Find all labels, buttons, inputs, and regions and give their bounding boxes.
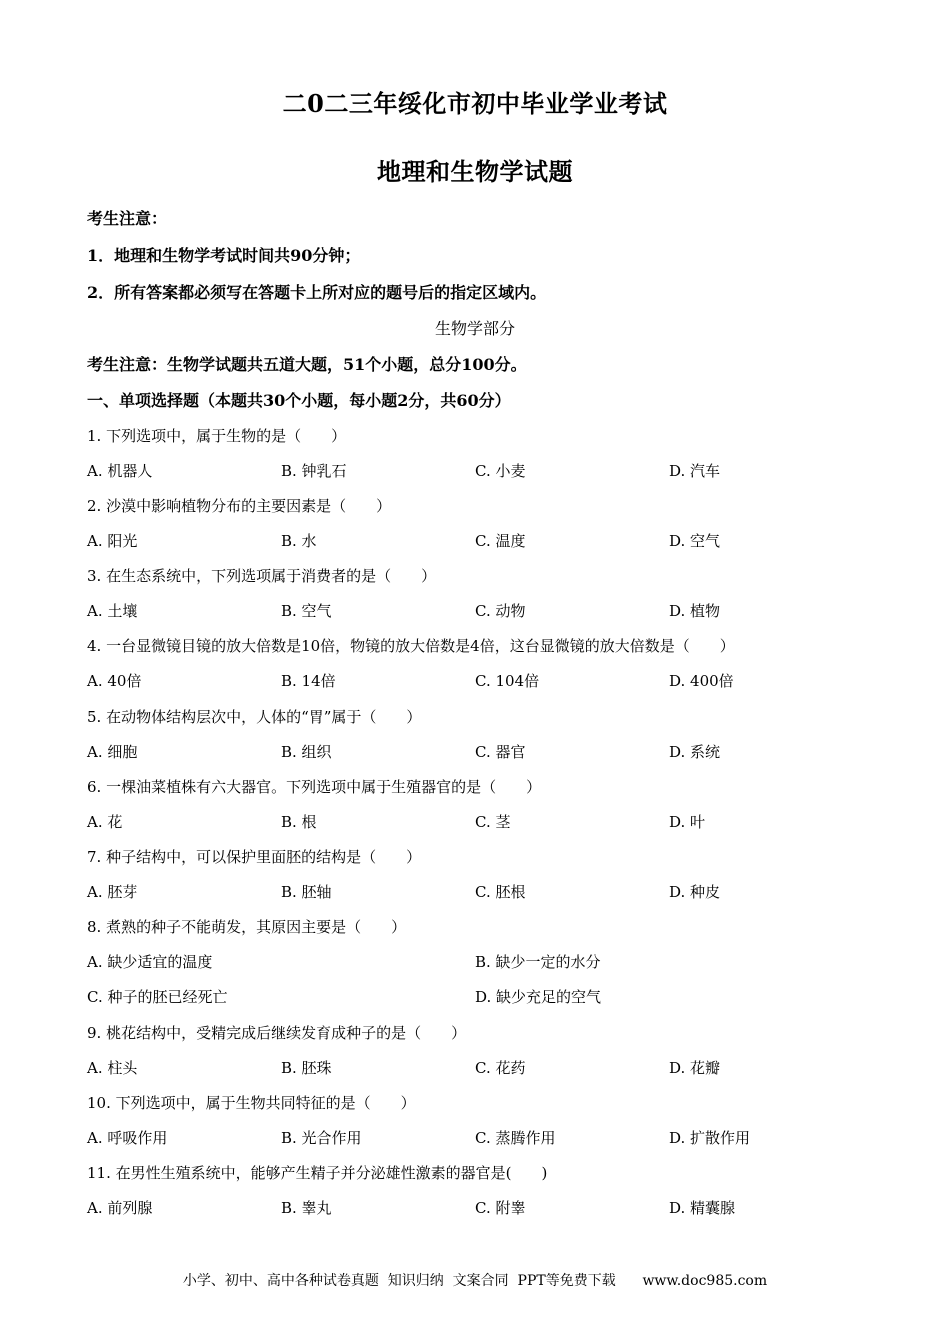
page-footer: 小学、初中、高中各种试卷真题 知识归纳 文案合同 PPT等免费下载 www.doc985.com <box>182 1273 768 1289</box>
option: D. 扩散作用 <box>669 1129 751 1147</box>
option: B. 胚轴 <box>281 883 332 901</box>
option: C. 器官 <box>475 743 526 761</box>
option: D. 叶 <box>669 813 706 831</box>
option: B. 胚珠 <box>281 1059 332 1077</box>
question-options <box>87 530 877 552</box>
option: A. 机器人 <box>87 462 153 480</box>
question-options <box>87 811 877 833</box>
question-options <box>87 1057 877 1079</box>
section-title: 生物学部分 <box>434 319 515 338</box>
option: A. 细胞 <box>87 743 138 761</box>
option: A. 前列腺 <box>87 1199 153 1217</box>
option: A. 花 <box>87 813 123 831</box>
notice-item-2: 2．所有答案都必须写在答题卡上所对应的题号后的指定区域内。 <box>87 283 547 302</box>
question-options <box>87 951 877 973</box>
question-options <box>87 670 877 692</box>
option: D. 花瓣 <box>669 1059 721 1077</box>
option: C. 104倍 <box>475 672 540 690</box>
option: C. 蒸腾作用 <box>475 1129 556 1147</box>
question-stem: 3. 在生态系统中，下列选项属于消费者的是（ ） <box>87 567 437 585</box>
option: A. 土壤 <box>87 602 138 620</box>
option: C. 茎 <box>475 813 511 831</box>
question-stem: 1. 下列选项中，属于生物的是（ ） <box>87 427 347 445</box>
question-options <box>87 881 877 903</box>
option: C. 动物 <box>475 602 526 620</box>
question-options <box>87 1127 877 1149</box>
option: D. 植物 <box>669 602 721 620</box>
option: B. 钟乳石 <box>281 462 347 480</box>
option: B. 睾丸 <box>281 1199 332 1217</box>
option: B. 缺少一定的水分 <box>475 953 601 971</box>
option: C. 附睾 <box>475 1199 526 1217</box>
question-stem: 4. 一台显微镜目镜的放大倍数是10倍，物镜的放大倍数是4倍，这台显微镜的放大倍数是（ ） <box>87 637 735 655</box>
section-notice: 考生注意：生物学试题共五道大题，51个小题，总分100分。 <box>87 355 527 374</box>
notice-heading: 考生注意： <box>87 209 168 228</box>
exam-subtitle: 地理和生物学试题 <box>377 157 573 186</box>
option: C. 胚根 <box>475 883 526 901</box>
option: C. 花药 <box>475 1059 526 1077</box>
option: D. 汽车 <box>669 462 721 480</box>
question-options <box>87 460 877 482</box>
notice-item-1: 1．地理和生物学考试时间共90分钟； <box>87 246 361 265</box>
question-stem: 11. 在男性生殖系统中，能够产生精子并分泌雄性激素的器官是( ) <box>87 1164 548 1182</box>
question-stem: 10. 下列选项中，属于生物共同特征的是（ ） <box>87 1094 416 1112</box>
option: B. 光合作用 <box>281 1129 362 1147</box>
option: A. 阳光 <box>87 532 138 550</box>
question-stem: 9. 桃花结构中，受精完成后继续发育成种子的是（ ） <box>87 1024 467 1042</box>
option: C. 小麦 <box>475 462 526 480</box>
option: B. 根 <box>281 813 317 831</box>
option: A. 胚芽 <box>87 883 138 901</box>
option: D. 缺少充足的空气 <box>475 988 602 1006</box>
question-options <box>87 986 877 1008</box>
question-stem: 8. 煮熟的种子不能萌发，其原因主要是（ ） <box>87 918 407 936</box>
option: D. 精囊腺 <box>669 1199 736 1217</box>
question-options <box>87 600 877 622</box>
question-stem: 5. 在动物体结构层次中，人体的“胃”属于（ ） <box>87 708 422 726</box>
option: D. 空气 <box>669 532 721 550</box>
option: A. 40倍 <box>87 672 142 690</box>
option: D. 系统 <box>669 743 721 761</box>
option: A. 呼吸作用 <box>87 1129 168 1147</box>
exam-title: 二0二三年绥化市初中毕业学业考试 <box>282 89 668 118</box>
option: B. 14倍 <box>281 672 336 690</box>
question-stem: 2. 沙漠中影响植物分布的主要因素是（ ） <box>87 497 392 515</box>
option: A. 缺少适宜的温度 <box>87 953 213 971</box>
option: C. 温度 <box>475 532 526 550</box>
question-options <box>87 741 877 763</box>
option: B. 水 <box>281 532 317 550</box>
option: D. 400倍 <box>669 672 734 690</box>
option: B. 空气 <box>281 602 332 620</box>
question-options <box>87 1197 877 1219</box>
question-stem: 7. 种子结构中，可以保护里面胚的结构是（ ） <box>87 848 422 866</box>
option: B. 组织 <box>281 743 332 761</box>
option: A. 柱头 <box>87 1059 138 1077</box>
option: D. 种皮 <box>669 883 721 901</box>
option: C. 种子的胚已经死亡 <box>87 988 228 1006</box>
part-heading: 一、单项选择题（本题共30个小题，每小题2分，共60分） <box>87 391 511 410</box>
question-stem: 6. 一棵油菜植株有六大器官。下列选项中属于生殖器官的是（ ） <box>87 778 542 796</box>
